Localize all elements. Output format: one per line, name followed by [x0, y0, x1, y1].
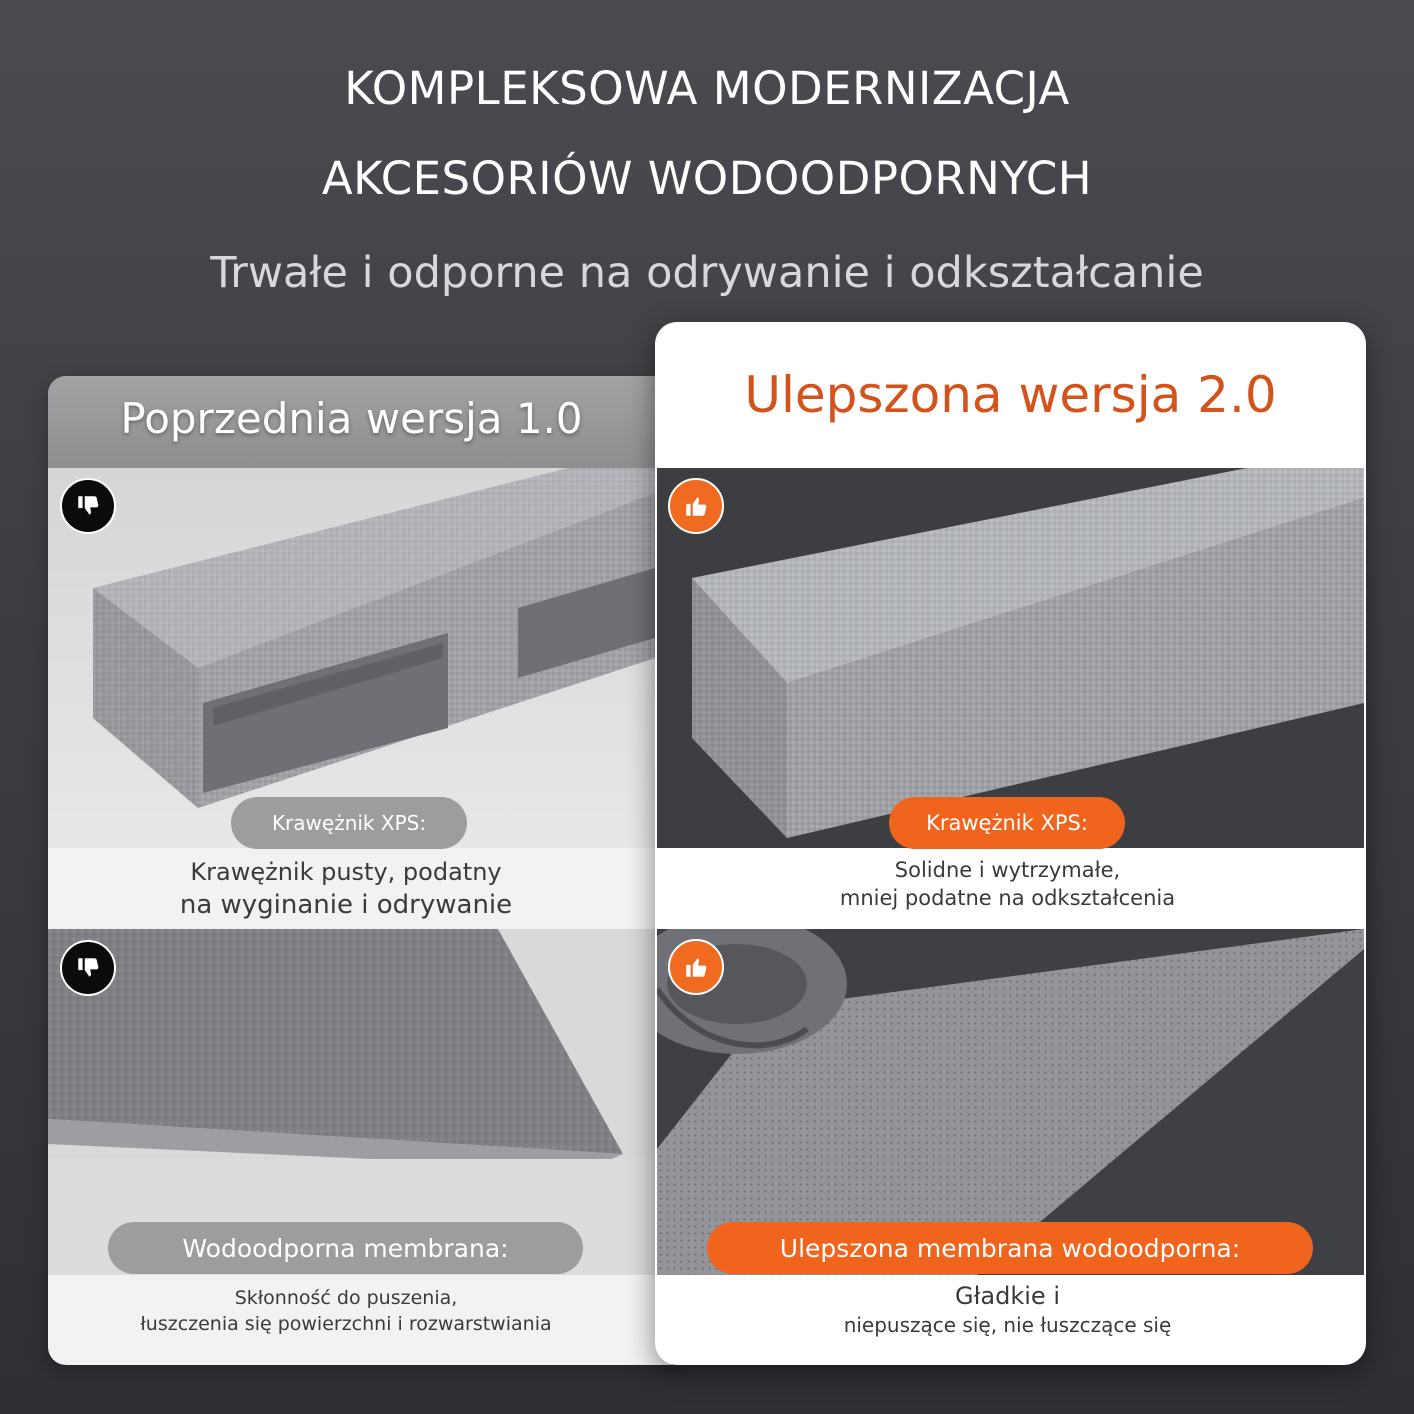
previous-version-panel [48, 376, 688, 1365]
previous-version-header [48, 376, 655, 468]
previous-membrane-label: Wodoodporna membrana: [108, 1222, 583, 1274]
caption-line: niepuszące się, nie łuszczące się [843, 1313, 1172, 1338]
thumbs-down-icon [60, 940, 116, 996]
thumbs-up-icon [668, 939, 724, 995]
page-title-line1: KOMPLEKSOWA MODERNIZACJA [344, 62, 1070, 115]
page-subtitle: Trwałe i odporne na odrywanie i odkształcanie [210, 248, 1204, 298]
thumbs-up-icon [668, 478, 724, 534]
improved-membrane-caption [655, 1280, 1360, 1339]
improved-version-panel [655, 322, 1366, 1365]
caption-line: łuszczenia się powierzchni i rozwarstwiania [140, 1312, 552, 1335]
caption-line: Krawężnik pusty, podatny [190, 858, 502, 886]
solid-curb-image [657, 468, 1364, 848]
caption-line: mniej podatne na odkształcenia [839, 886, 1176, 911]
previous-curb-caption [48, 856, 644, 923]
previous-curb-label: Krawężnik XPS: [231, 797, 467, 849]
caption-line: na wyginanie i odrywanie [179, 890, 513, 921]
improved-version-title: Ulepszona wersja 2.0 [744, 366, 1277, 424]
previous-membrane-caption [48, 1286, 644, 1337]
caption-line: Solidne i wytrzymałe, [894, 858, 1121, 882]
caption-line: Gładkie i [955, 1282, 1060, 1310]
improved-membrane-label: Ulepszona membrana wodoodporna: [707, 1222, 1313, 1274]
thumbs-down-icon [60, 478, 116, 534]
hollow-curb-image [48, 468, 655, 848]
improved-curb-label: Krawężnik XPS: [889, 797, 1125, 849]
page-title-line2: AKCESORIÓW WODOODPORNYCH [321, 152, 1093, 205]
improved-curb-caption [655, 856, 1360, 913]
previous-version-title: Poprzednia wersja 1.0 [120, 394, 583, 443]
caption-line: Skłonność do puszenia, [234, 1287, 458, 1309]
